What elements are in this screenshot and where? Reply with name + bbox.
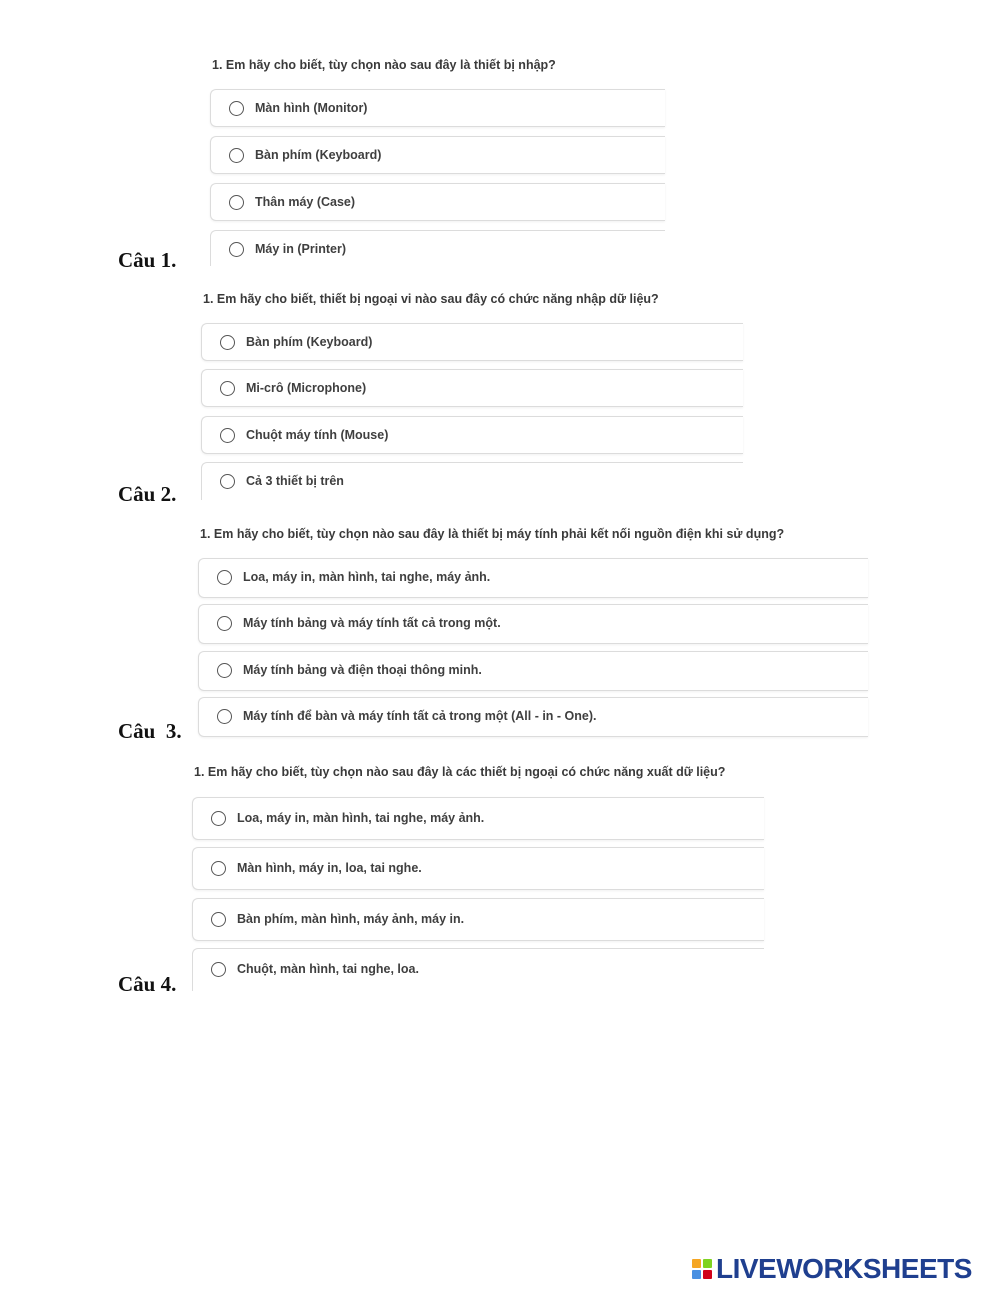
radio-button[interactable]	[220, 335, 235, 350]
answer-option[interactable]	[192, 898, 764, 941]
radio-button[interactable]	[211, 912, 226, 927]
question-3	[198, 527, 868, 739]
radio-button[interactable]	[217, 570, 232, 585]
answer-option[interactable]	[210, 136, 665, 174]
radio-button[interactable]	[211, 861, 226, 876]
option-label: Máy in (Printer)	[255, 242, 346, 256]
question-prompt: 1. Em hãy cho biết, tùy chọn nào sau đây là thiết bị máy tính phải kết nối nguồn điện khi sử dụng?	[200, 527, 785, 541]
answer-option[interactable]	[198, 604, 868, 644]
answer-option[interactable]	[192, 797, 764, 840]
option-label: Bàn phím, màn hình, máy ảnh, máy in.	[237, 912, 465, 926]
answer-option[interactable]	[210, 230, 665, 266]
option-label: Mi-crô (Microphone)	[246, 381, 367, 395]
radio-button[interactable]	[229, 195, 244, 210]
answer-option[interactable]	[201, 416, 743, 454]
option-label: Cả 3 thiết bị trên	[246, 474, 344, 488]
answer-option[interactable]	[210, 89, 665, 127]
option-label: Loa, máy in, màn hình, tai nghe, máy ảnh.	[243, 570, 491, 584]
radio-button[interactable]	[217, 663, 232, 678]
option-label: Màn hình (Monitor)	[255, 101, 368, 115]
radio-button[interactable]	[229, 242, 244, 257]
question-1	[210, 58, 665, 266]
question-prompt: 1. Em hãy cho biết, thiết bị ngoại vi nào sau đây có chức năng nhập dữ liệu?	[203, 292, 659, 306]
option-label: Màn hình, máy in, loa, tai nghe.	[237, 861, 422, 875]
radio-button[interactable]	[217, 709, 232, 724]
radio-button[interactable]	[220, 428, 235, 443]
logo-mark-icon	[692, 1259, 712, 1279]
answer-option[interactable]	[210, 183, 665, 221]
question-prompt: 1. Em hãy cho biết, tùy chọn nào sau đây là các thiết bị ngoại có chức năng xuất dữ liệu?	[194, 765, 726, 779]
answer-option[interactable]	[201, 369, 743, 407]
answer-option[interactable]	[201, 323, 743, 361]
option-label: Thân máy (Case)	[255, 195, 356, 209]
radio-button[interactable]	[211, 811, 226, 826]
logo-text: LIVEWORKSHEETS	[716, 1253, 972, 1284]
logo-square	[692, 1259, 701, 1268]
option-label: Bàn phím (Keyboard)	[246, 335, 373, 349]
option-label: Bàn phím (Keyboard)	[255, 148, 382, 162]
question-prompt: 1. Em hãy cho biết, tùy chọn nào sau đây là thiết bị nhập?	[212, 58, 556, 72]
radio-button[interactable]	[211, 962, 226, 977]
option-label: Máy tính bảng và máy tính tất cả trong một.	[243, 616, 501, 630]
question-2	[201, 292, 743, 500]
question-number-label: Câu 1.	[118, 248, 177, 272]
answer-option[interactable]	[198, 697, 868, 737]
logo-square	[703, 1270, 712, 1279]
question-number-label: Câu 3.	[118, 719, 182, 743]
radio-button[interactable]	[220, 381, 235, 396]
radio-button[interactable]	[229, 148, 244, 163]
answer-option[interactable]	[201, 462, 743, 500]
logo-square	[692, 1270, 701, 1279]
answer-option[interactable]	[192, 847, 764, 890]
option-label: Máy tính để bàn và máy tính tất cả trong một (All - in - One).	[243, 709, 597, 723]
radio-button[interactable]	[220, 474, 235, 489]
radio-button[interactable]	[217, 616, 232, 631]
logo-square	[703, 1259, 712, 1268]
question-number-label: Câu 2.	[118, 482, 177, 506]
option-label: Loa, máy in, màn hình, tai nghe, máy ảnh.	[237, 811, 485, 825]
option-label: Chuột, màn hình, tai nghe, loa.	[237, 962, 419, 976]
answer-option[interactable]	[192, 948, 764, 991]
question-number-label: Câu 4.	[118, 972, 177, 996]
answer-option[interactable]	[198, 558, 868, 598]
answer-option[interactable]	[198, 651, 868, 691]
liveworksheets-logo	[692, 1254, 972, 1284]
option-label: Máy tính bảng và điện thoại thông minh.	[243, 663, 482, 677]
question-4	[192, 765, 764, 991]
option-label: Chuột máy tính (Mouse)	[246, 428, 389, 442]
radio-button[interactable]	[229, 101, 244, 116]
